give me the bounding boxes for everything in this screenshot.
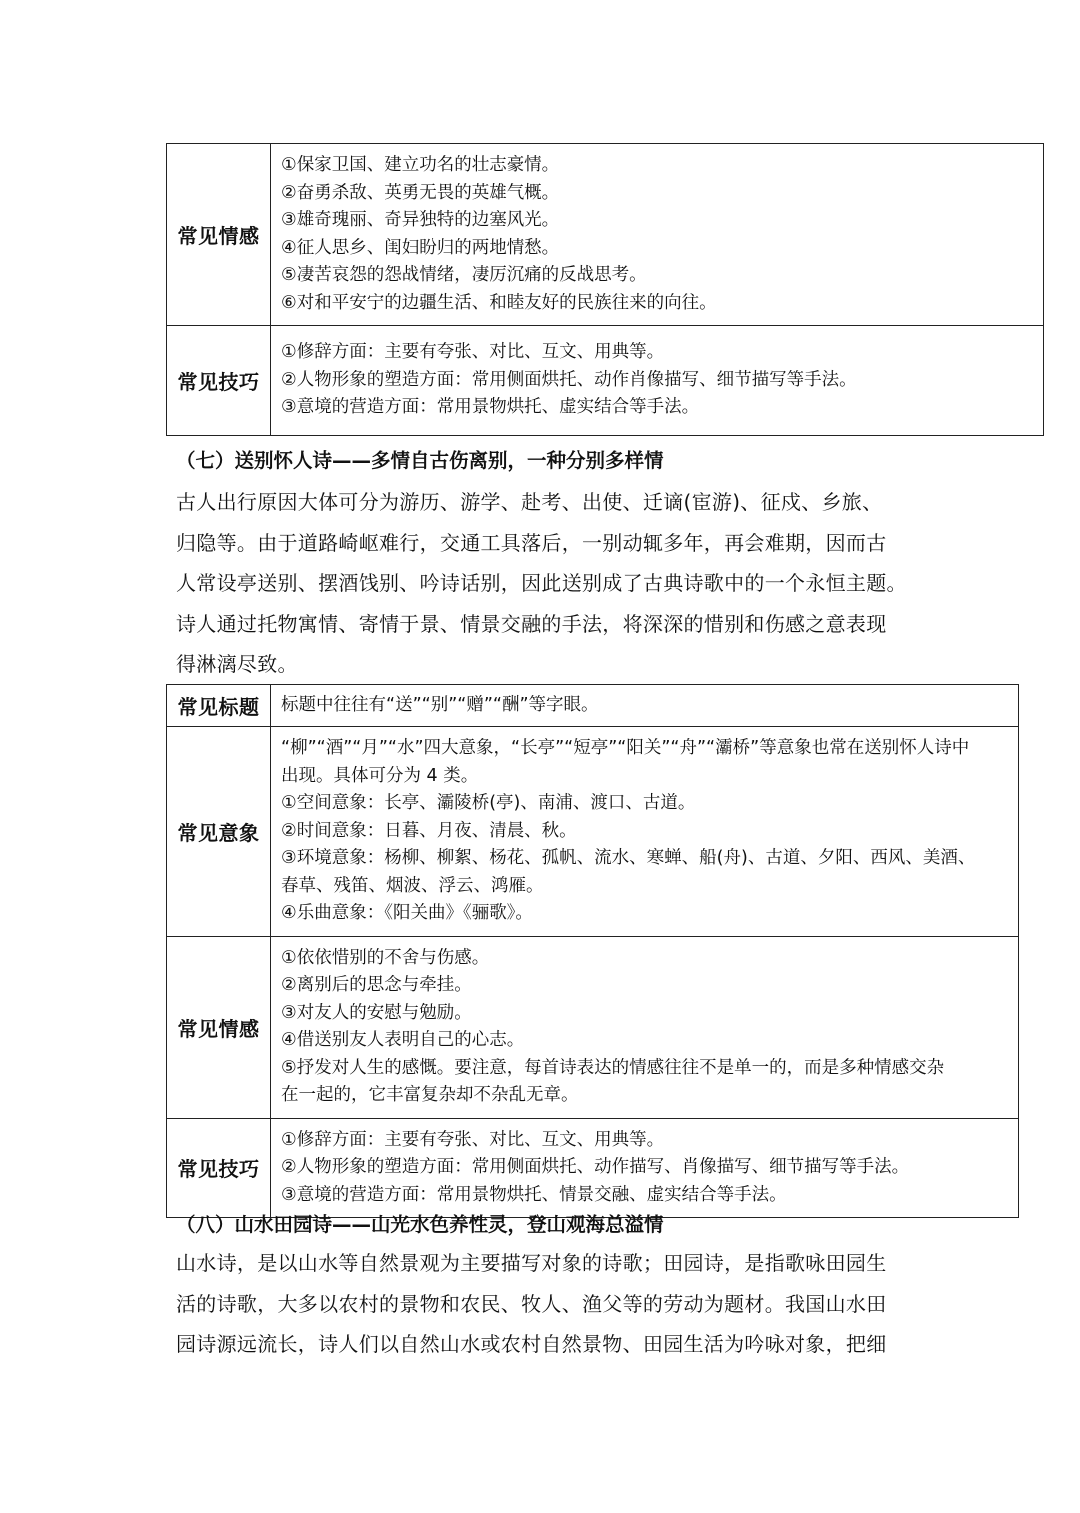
content-line: 在一起的，它丰富复杂却不杂乱无章。 xyxy=(281,1085,579,1105)
row-content xyxy=(271,1118,1019,1218)
frontier-poetry-table xyxy=(166,143,1044,436)
paragraph-line: 诗人通过托物寓情、寄情于景、情景交融的手法，将深深的惜别和伤感之意表现 xyxy=(176,611,887,636)
content-line: ③意境的营造方面：常用景物烘托、情景交融、虚实结合等手法。 xyxy=(281,1184,787,1205)
content-line: ④借送别友人表明自己的心志。 xyxy=(281,1030,525,1050)
section-paragraph xyxy=(176,482,916,685)
table-row xyxy=(167,144,1044,326)
content-line: ②时间意象：日暮、月夜、清晨、秋。 xyxy=(281,820,577,841)
section-heading: （七）送别怀人诗——多情自古伤离别，一种分别多样情 xyxy=(176,449,664,472)
row-header: 常见标题 xyxy=(167,685,271,727)
content-line: ②奋勇杀敌、英勇无畏的英雄气概。 xyxy=(281,182,560,203)
section-paragraph xyxy=(176,1243,916,1365)
content-line: ⑤凄苦哀怨的怨战情绪，凄厉沉痛的反战思考。 xyxy=(281,265,647,285)
content-line: “柳”“酒”“月”“水”四大意象，“长亭”“短亭”“阳关”“舟”“灞桥”等意象也常在送别怀人诗中 xyxy=(281,738,970,758)
content-line: ⑥对和平安宁的边疆生活、和睦友好的民族往来的向往。 xyxy=(281,292,717,313)
content-line: ③环境意象：杨柳、柳絮、杨花、孤帆、流水、寒蝉、船(舟)、古道、夕阳、西风、美酒、 xyxy=(281,848,976,868)
paragraph-line: 人常设亭送别、摆酒饯别、吟诗话别，因此送别成了古典诗歌中的一个永恒主题。 xyxy=(176,571,907,595)
row-content xyxy=(271,936,1019,1118)
paragraph-line: 山水诗，是以山水等自然景观为主要描写对象的诗歌；田园诗，是指歌咏田园生 xyxy=(176,1251,887,1275)
content-line: ①修辞方面：主要有夸张、对比、互文、用典等。 xyxy=(281,1129,665,1150)
content-line: ④征人思乡、闺妇盼归的两地情愁。 xyxy=(281,237,560,258)
section-heading: （八）山水田园诗——山光水色养性灵，登山观海总溢情 xyxy=(176,1213,664,1236)
farewell-poetry-table xyxy=(166,684,1019,1218)
row-content xyxy=(271,326,1044,436)
row-header: 常见情感 xyxy=(167,936,271,1118)
row-content xyxy=(271,727,1019,937)
row-header: 常见技巧 xyxy=(167,1118,271,1218)
table-row xyxy=(167,685,1019,727)
table-row xyxy=(167,936,1019,1118)
content-line: 出现。具体可分为 4 类。 xyxy=(281,765,479,786)
content-line: ②人物形象的塑造方面：常用侧面烘托、动作肖像描写、细节描写等手法。 xyxy=(281,369,857,390)
content-line: ②离别后的思念与牵挂。 xyxy=(281,975,472,995)
content-line: ③雄奇瑰丽、奇异独特的边塞风光。 xyxy=(281,210,560,230)
content-line: ①修辞方面：主要有夸张、对比、互文、用典等。 xyxy=(281,342,665,363)
row-header: 常见技巧 xyxy=(167,326,271,436)
content-line: ②人物形象的塑造方面：常用侧面烘托、动作描写、肖像描写、细节描写等手法。 xyxy=(281,1157,910,1177)
content-line: ①保家卫国、建立功名的壮志豪情。 xyxy=(281,155,560,175)
row-header: 常见情感 xyxy=(167,144,271,326)
row-content xyxy=(271,144,1044,326)
content-line: ⑤抒发对人生的感慨。要注意，每首诗表达的情感往往不是单一的，而是多种情感交杂 xyxy=(281,1057,945,1078)
paragraph-line: 古人出行原因大体可分为游历、游学、赴考、出使、迁谪(宦游)、征戍、乡旅、 xyxy=(176,490,883,514)
content-line: 春草、残笛、烟波、浮云、鸿雁。 xyxy=(281,875,544,896)
row-content xyxy=(271,685,1019,727)
content-line: ①依依惜别的不舍与伤感。 xyxy=(281,947,490,968)
content-line: ③对友人的安慰与勉励。 xyxy=(281,1002,472,1023)
table-row xyxy=(167,727,1019,937)
table-row xyxy=(167,326,1044,436)
paragraph-line: 活的诗歌，大多以农村的景物和农民、牧人、渔父等的劳动为题材。我国山水田 xyxy=(176,1291,887,1316)
content-line: ④乐曲意象：《阳关曲》《骊歌》。 xyxy=(281,903,533,923)
content-line: 标题中往往有“送”“别”“赠”“酬”等字眼。 xyxy=(281,694,599,715)
content-line: ①空间意象：长亭、灞陵桥(亭)、南浦、渡口、古道。 xyxy=(281,793,696,813)
table-row xyxy=(167,1118,1019,1218)
row-header: 常见意象 xyxy=(167,727,271,937)
paragraph-line: 归隐等。由于道路崎岖难行，交通工具落后，一别动辄多年，再会难期，因而古 xyxy=(176,530,887,555)
content-line: ③意境的营造方面：常用景物烘托、虚实结合等手法。 xyxy=(281,397,700,418)
paragraph-line: 得淋漓尽致。 xyxy=(176,652,298,676)
paragraph-line: 园诗源远流长，诗人们以自然山水或农村自然景物、田园生活为吟咏对象，把细 xyxy=(176,1332,887,1356)
